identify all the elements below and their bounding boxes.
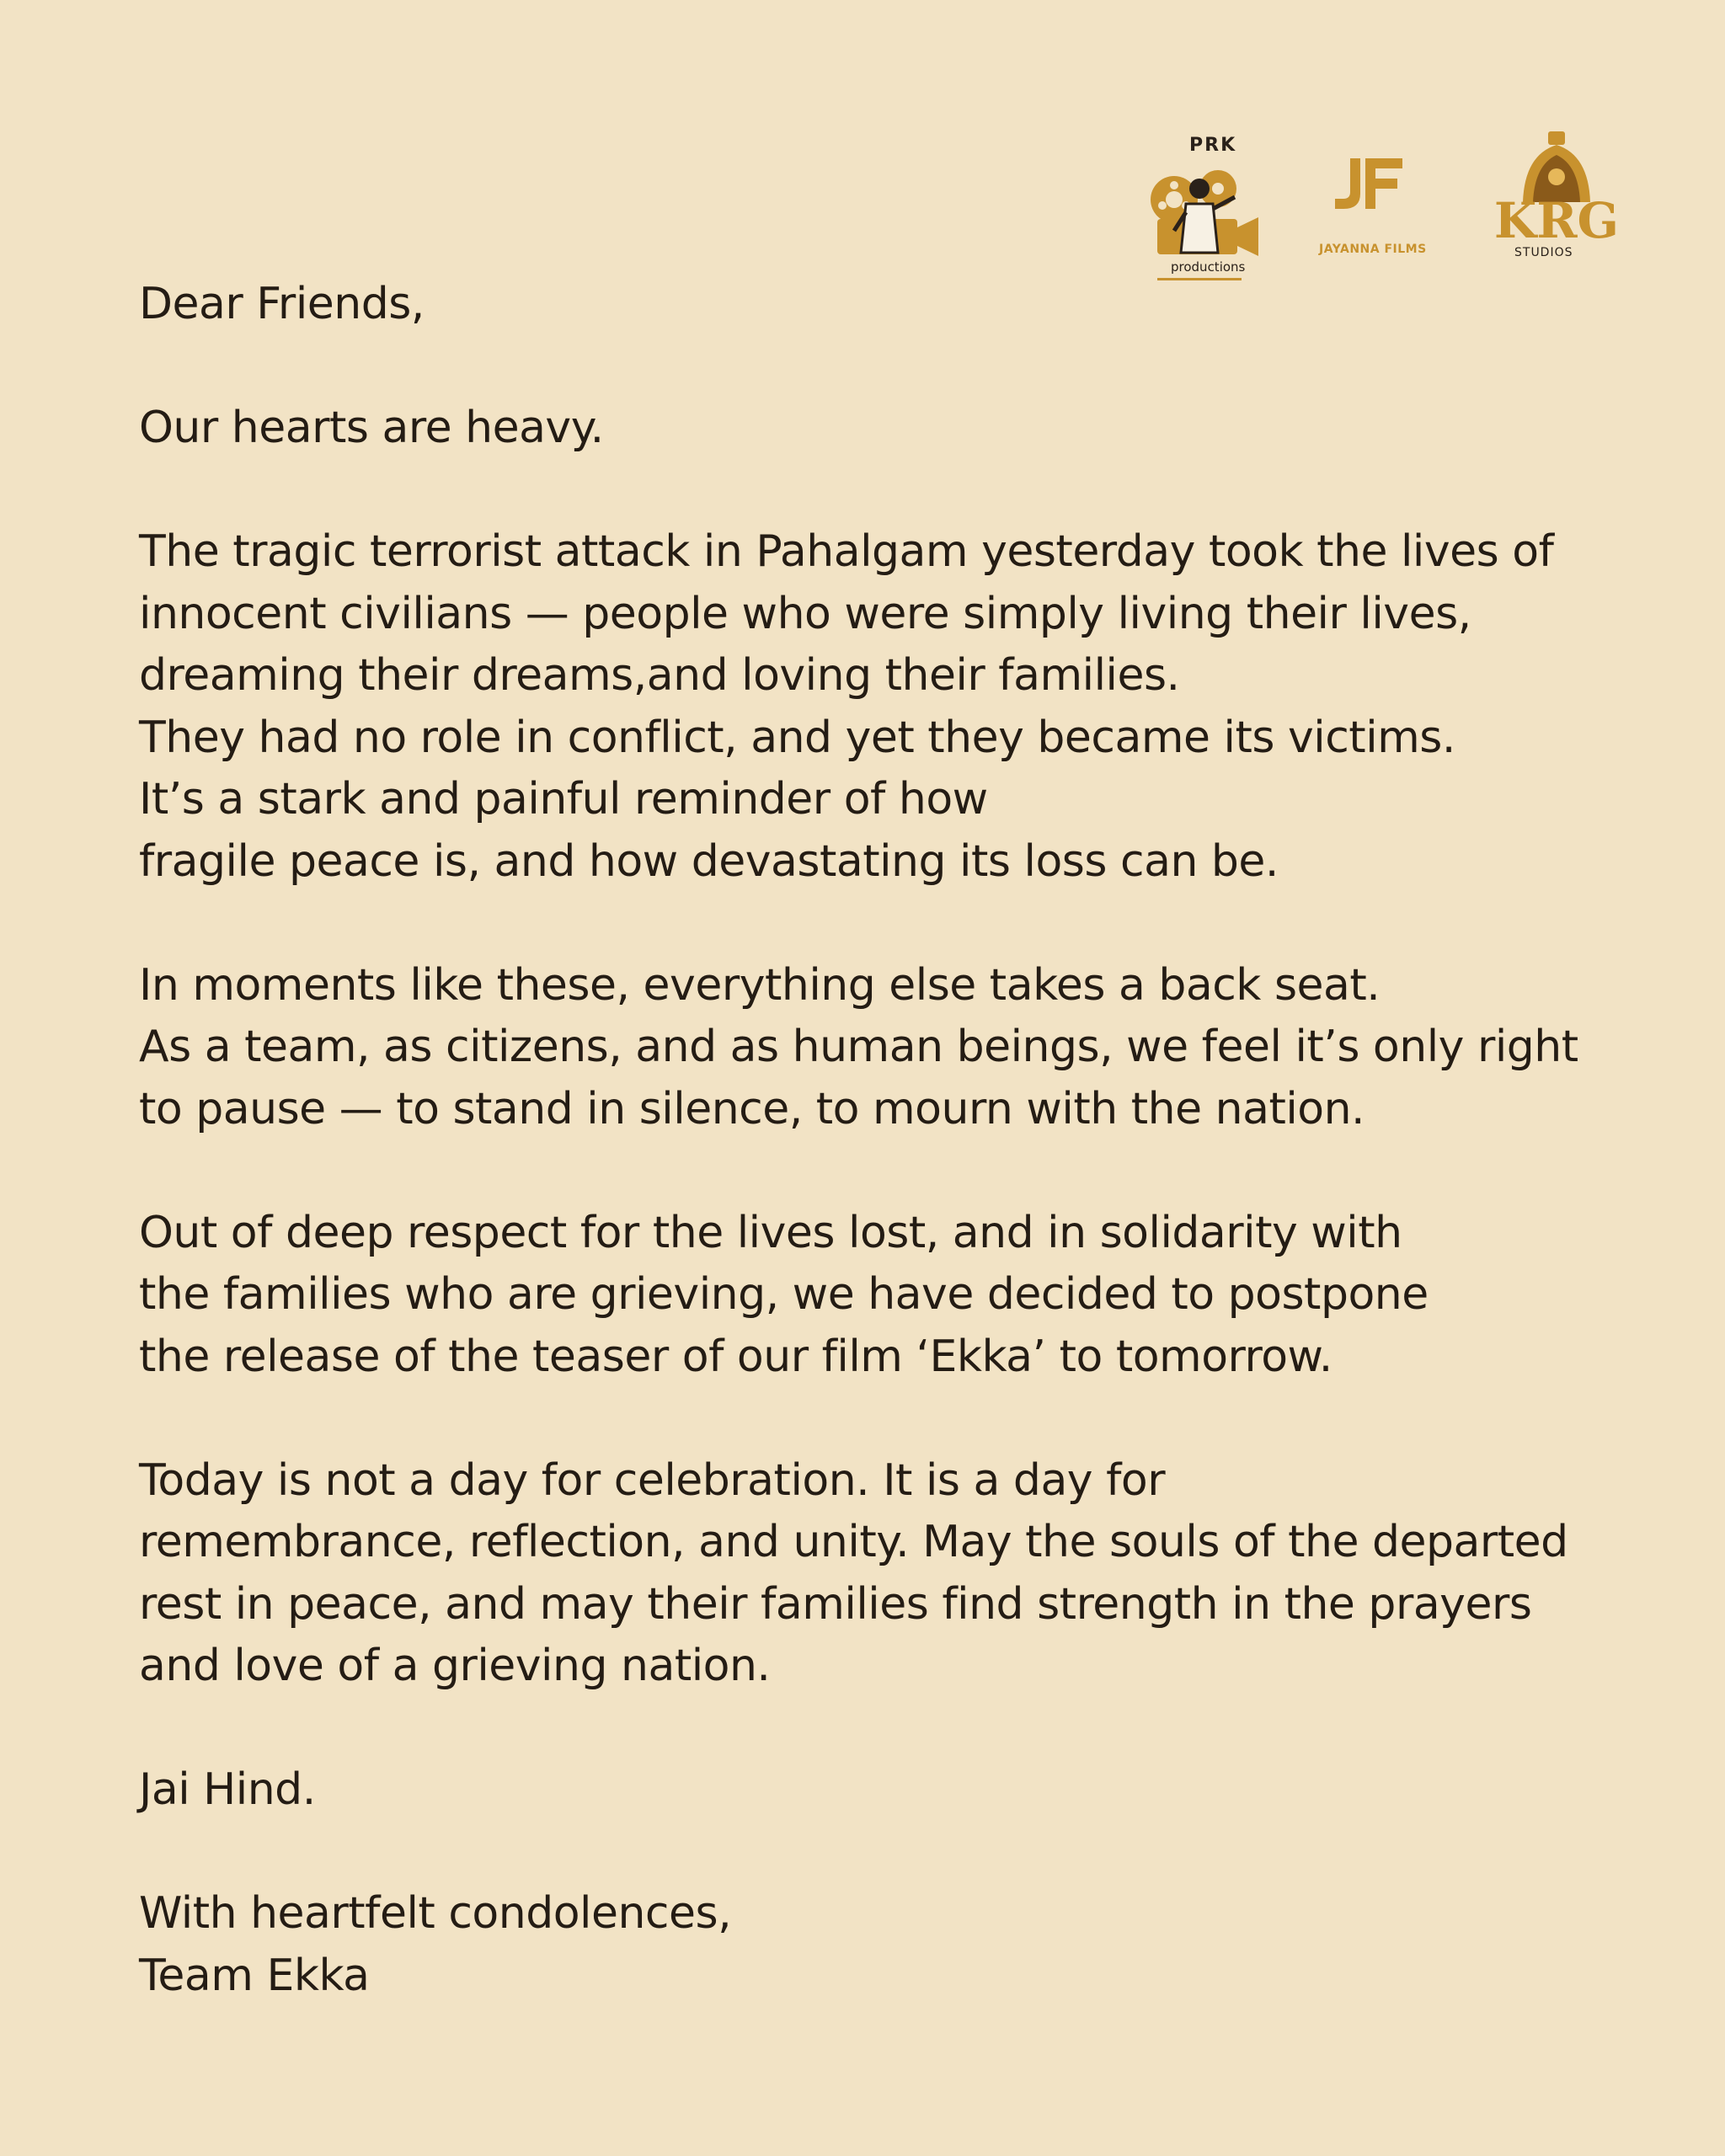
para1-line: Our hearts are heavy. [139, 403, 604, 453]
jayanna-films-logo [1312, 179, 1430, 263]
prk-productions-logo [1140, 135, 1267, 282]
signature: Team Ekka [139, 1950, 370, 2001]
para4-line: Out of deep respect for the lives lost, and in solidarity with [139, 1207, 1402, 1258]
condolence-line: With heartfelt condolences, [139, 1888, 732, 1939]
logo-row [1129, 126, 1634, 286]
para4-line: the families who are grieving, we have decided to postpone [139, 1269, 1429, 1320]
para3-line: In moments like these, everything else takes a back seat. [139, 959, 1381, 1011]
para4-line: the release of the teaser of our film ‘Ekka’ to tomorrow. [139, 1331, 1332, 1382]
para5-line: remembrance, reflection, and unity. May the souls of the departed [139, 1517, 1568, 1567]
para2-line: fragile peace is, and how devastating its loss can be. [139, 835, 1279, 887]
krg-crown-icon [1481, 130, 1632, 248]
letter-body [139, 274, 1655, 2007]
krg-studios-logo [1481, 130, 1632, 264]
para2-line: innocent civilians — people who were simply living their lives, [139, 588, 1471, 639]
prk-logo-subtitle: productions [1171, 259, 1246, 275]
prk-logo-title: PRK [1189, 135, 1237, 156]
jf-logo-subtitle: JAYANNA FILMS [1319, 243, 1427, 256]
para5-line: Today is not a day for celebration. It is a day for [139, 1454, 1166, 1506]
krg-logo-subtitle: STUDIOS [1514, 246, 1573, 259]
jf-monogram-icon [1325, 155, 1418, 214]
para3-line: to pause — to stand in silence, to mourn with the nation. [139, 1083, 1365, 1134]
para3-line: As a team, as citizens, and as human beings, we feel it’s only right [139, 1022, 1578, 1072]
para2-line: It’s a stark and painful reminder of how [139, 774, 988, 825]
para5-line: rest in peace, and may their families find strength in the prayers [139, 1578, 1532, 1630]
salutation: Dear Friends, [139, 279, 425, 329]
para5-line: and love of a grieving nation. [139, 1641, 771, 1691]
para2-line: dreaming their dreams,and loving their families. [139, 650, 1180, 701]
para2-line: The tragic terrorist attack in Pahalgam yesterday took the lives of [139, 526, 1554, 577]
para2-line: They had no role in conflict, and yet they became its victims. [139, 712, 1455, 763]
closing-line: Jai Hind. [139, 1764, 316, 1815]
krg-logo-mark: KRG [1493, 192, 1620, 248]
